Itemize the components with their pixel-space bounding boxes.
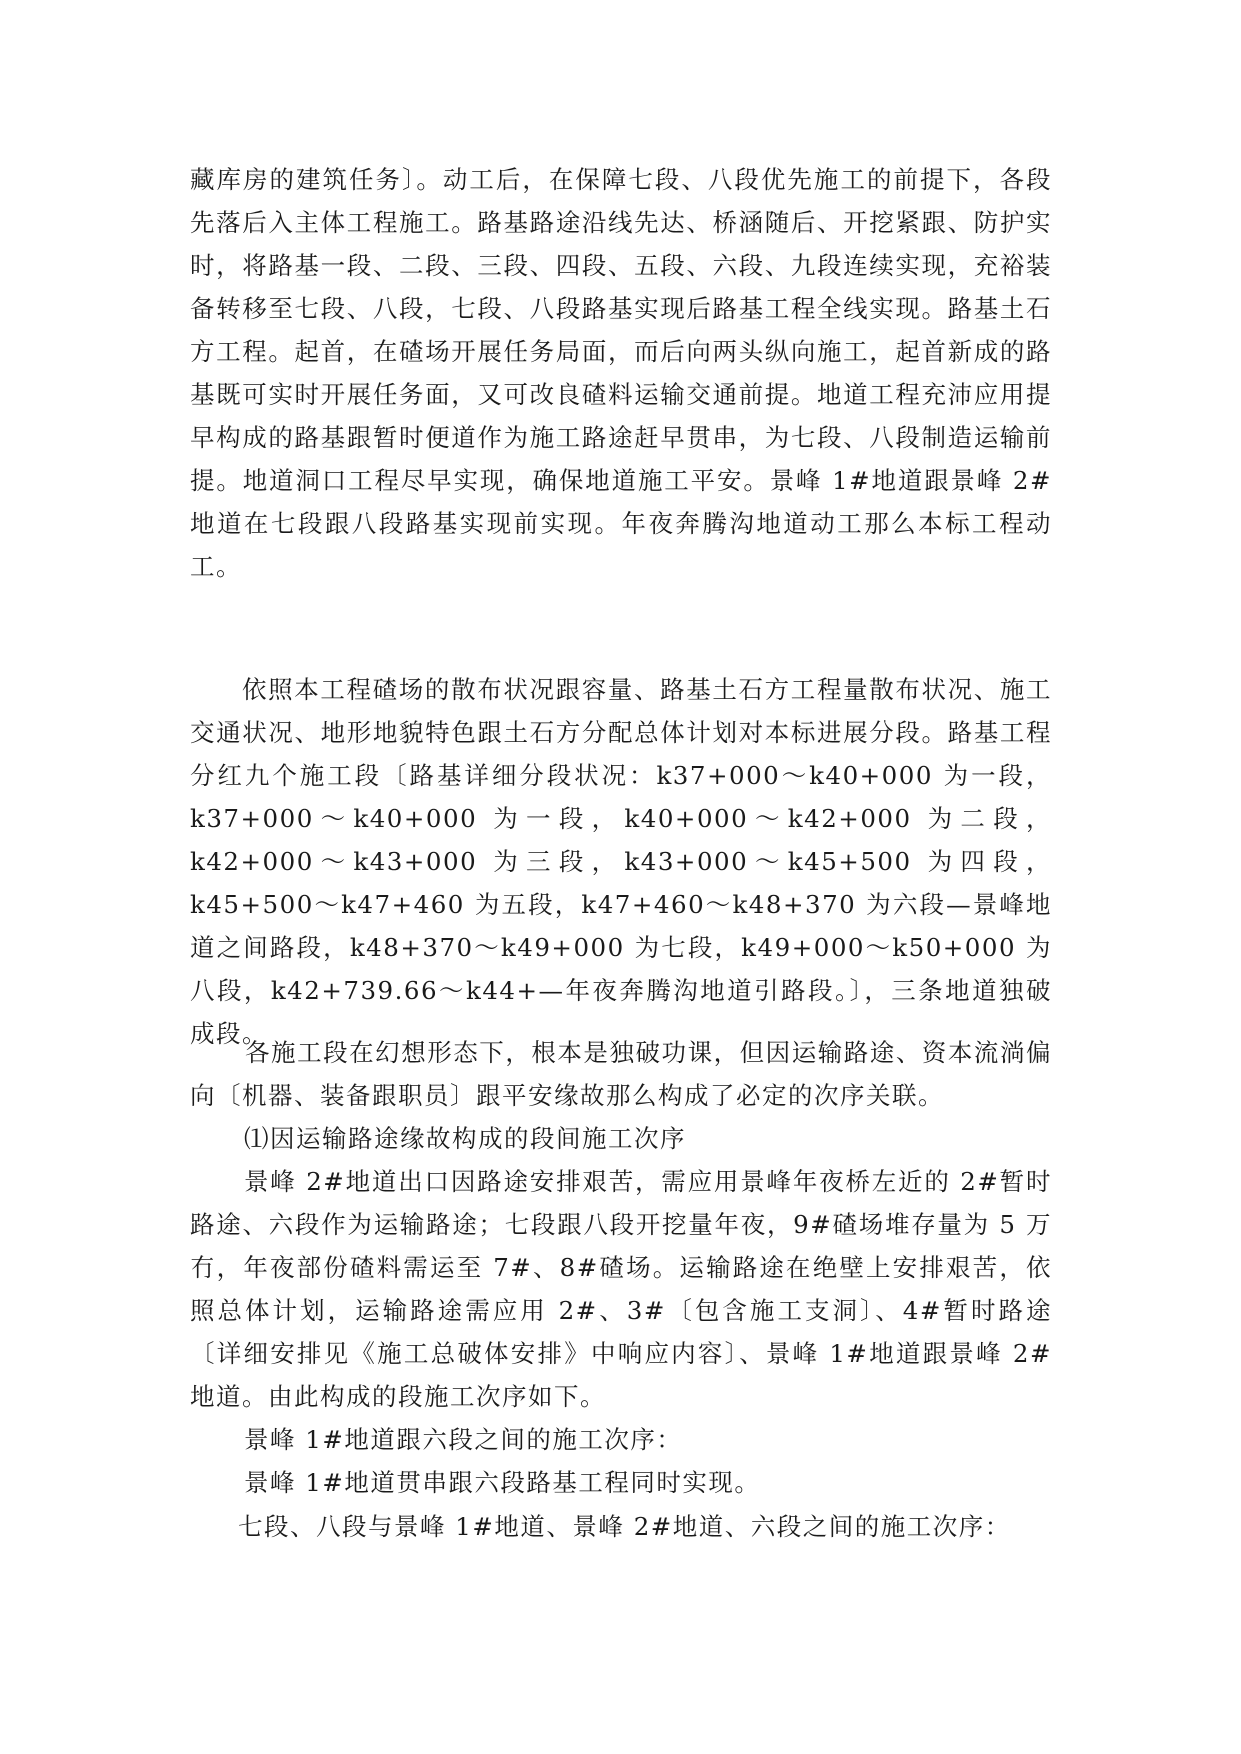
sub-heading-tunnel1-section6: 景峰 1#地道跟六段之间的施工次序： [244,1425,683,1454]
section-heading: ⑴因运输路途缘故构成的段间施工次序 [244,1124,686,1153]
paragraph-segmentation: 依照本工程碴场的散布状况跟容量、路基土石方工程量散布状况、施工交通状况、地形地貌特色跟土石方分配总体计划对本标进展分段。路基工程分红九个施工段〔路基详细分段状况：k37+000～k40+000 为一段，k37+000～k40+000 为一段，k40+000～k42+000 为二段，k42+000～k43+000 为三段，k43+000～k45+500 为四段，k45+500～k47+460 为五段，k47+460～k48+370 为六段—景峰地道之间路段，k48+370～k49+000 为七段，k49+000～k50+000 为八段，k42+739.66～k44+—年夜奔腾沟地道引路段。〕，三条地道独破成段。 [190,675,1052,1048]
paragraph-construction-sequence: 藏库房的建筑任务〕。动工后，在保障七段、八段优先施工的前提下，各段先落后入主体工程施工。路基路途沿线先达、桥涵随后、开挖紧跟、防护实时，将路基一段、二段、三段、四段、五段、六段、九段连续实现，充裕装备转移至七段、八段，七段、八段路基实现后路基工程全线实现。路基土石方工程。起首，在碴场开展任务局面，而后向两头纵向施工，起首新成的路基既可实时开展任务面，又可改良碴料运输交通前提。地道工程充沛应用提早构成的路基跟暂时便道作为施工路途赶早贯串，为七段、八段制造运输前提。地道洞口工程尽早实现，确保地道施工平安。景峰 1#地道跟景峰 2#地道在七段跟八段路基实现前实现。年夜奔腾沟地道动工那么本标工程动工。 [190,165,1052,581]
sub-heading-sections-7-8: 七段、八段与景峰 1#地道、景峰 2#地道、六段之间的施工次序： [238,1512,1011,1541]
paragraph-transport-route: 景峰 2#地道出口因路途安排艰苦，需应用景峰年夜桥左近的 2#暂时路途、六段作为运输路途；七段跟八段开挖量年夜，9#碴场堆存量为 5 万冇，年夜部份碴料需运至 7#、8#碴场。运输路途在绝壁上安排艰苦，依照总体计划，运输路途需应用 2#、3#〔包含施工支洞〕、4#暂时路途〔详细安排见《施工总破体安排》中响应内容〕、景峰 1#地道跟景峰 2#地道。由此构成的段施工次序如下。 [190,1167,1052,1411]
statement-tunnel1-completion: 景峰 1#地道贯串跟六段路基工程同时实现。 [244,1468,761,1497]
paragraph-sequence-relation: 各施工段在幻想形态下，根本是独破功课，但因运输路途、资本流淌偏向〔机器、装备跟职员〕跟平安缘故那么构成了必定的次序关联。 [190,1038,1052,1110]
